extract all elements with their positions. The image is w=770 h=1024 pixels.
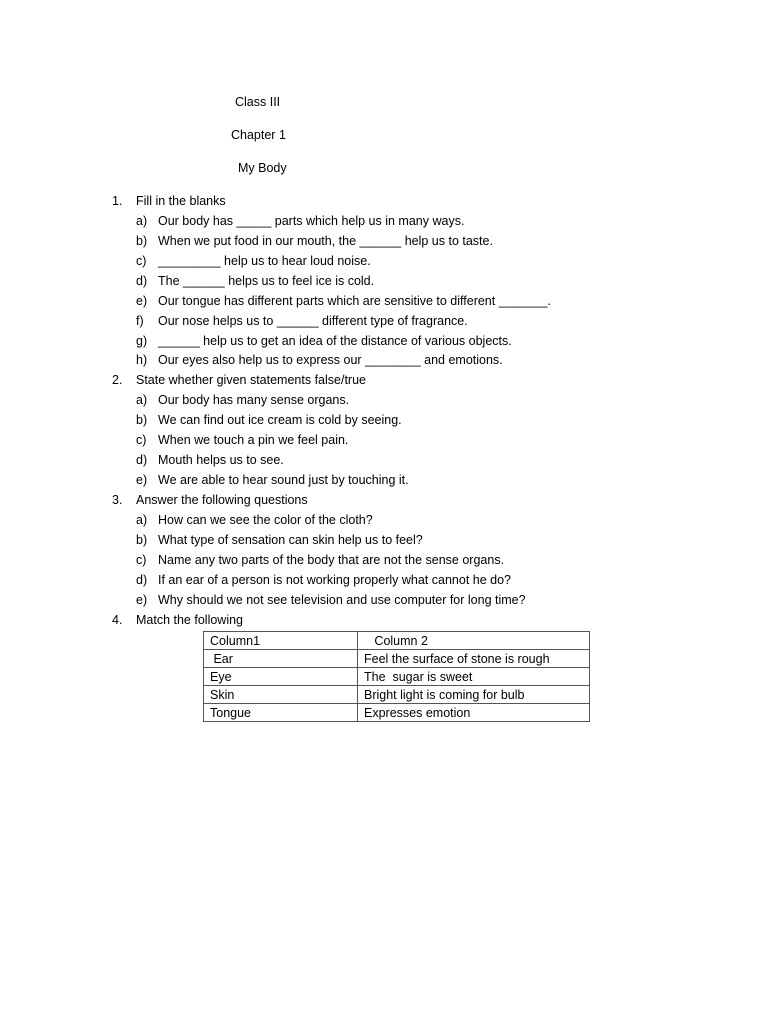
item-label: d) (136, 572, 148, 587)
table-cell-organ: Skin (204, 686, 358, 704)
table-cell-description: Expresses emotion (358, 704, 590, 722)
table-row (204, 686, 590, 704)
table-header-cell: Column 2 (358, 632, 590, 650)
question-number: 3. (112, 492, 123, 507)
item-text: We can find out ice cream is cold by seeing. (158, 413, 402, 428)
item-label: g) (136, 333, 148, 348)
item-label: b) (136, 532, 148, 547)
table-row (204, 704, 590, 722)
item-text: When we put food in our mouth, the ______ help us to taste. (158, 233, 493, 248)
table-cell-organ: Tongue (204, 704, 358, 722)
question-text: Answer the following questions (136, 492, 308, 507)
item-text: Our body has many sense organs. (158, 393, 350, 408)
item-label: e) (136, 293, 148, 308)
table-cell-description: Bright light is coming for bulb (358, 686, 590, 704)
item-label: c) (136, 253, 147, 268)
item-label: d) (136, 453, 148, 468)
item-label: a) (136, 393, 148, 408)
question-number: 4. (112, 612, 123, 627)
item-label: h) (136, 353, 148, 368)
class-heading: Class III (235, 95, 281, 109)
item-text: _________ help us to hear loud noise. (158, 253, 371, 268)
item-text: Name any two parts of the body that are not the sense organs. (158, 552, 505, 567)
question-text: State whether given statements false/true (136, 373, 366, 388)
item-text: Our eyes also help us to express our ________ and emotions. (158, 353, 503, 368)
table-row (204, 650, 590, 668)
item-text: ______ help us to get an idea of the distance of various objects. (158, 333, 512, 348)
chapter-heading: Chapter 1 (231, 128, 286, 142)
item-label: e) (136, 473, 148, 488)
item-label: c) (136, 552, 147, 567)
item-text: The ______ helps us to feel ice is cold. (158, 273, 375, 288)
item-text: What type of sensation can skin help us to feel? (158, 532, 423, 547)
table-cell-organ: Ear (204, 650, 358, 668)
item-label: f) (136, 313, 144, 328)
table-header-cell: Column1 (204, 632, 358, 650)
item-label: c) (136, 433, 147, 448)
item-text: Our tongue has different parts which are sensitive to different _______. (158, 293, 551, 308)
item-label: b) (136, 233, 148, 248)
item-text: We are able to hear sound just by touching it. (158, 473, 409, 488)
question-text: Fill in the blanks (136, 194, 226, 208)
item-text: Our body has _____ parts which help us in many ways. (158, 213, 465, 228)
item-text: If an ear of a person is not working properly what cannot he do? (158, 572, 511, 587)
item-label: b) (136, 413, 148, 428)
item-label: e) (136, 592, 148, 607)
question-text: Match the following (136, 612, 244, 627)
item-label: a) (136, 213, 148, 228)
table-cell-description: The sugar is sweet (358, 668, 590, 686)
item-label: d) (136, 273, 148, 288)
item-text: How can we see the color of the cloth? (158, 512, 373, 527)
question-number: 1. (112, 194, 123, 208)
item-text: Why should we not see television and use computer for long time? (158, 592, 526, 607)
table-cell-organ: Eye (204, 668, 358, 686)
table-row (204, 668, 590, 686)
question-number: 2. (112, 373, 123, 388)
match-table (203, 631, 590, 722)
table-header-row (204, 632, 590, 650)
item-text: When we touch a pin we feel pain. (158, 433, 349, 448)
item-text: Our nose helps us to ______ different type of fragrance. (158, 313, 468, 328)
item-label: a) (136, 512, 148, 527)
item-text: Mouth helps us to see. (158, 453, 284, 468)
page-title: My Body (238, 161, 287, 175)
table-cell-description: Feel the surface of stone is rough (358, 650, 590, 668)
